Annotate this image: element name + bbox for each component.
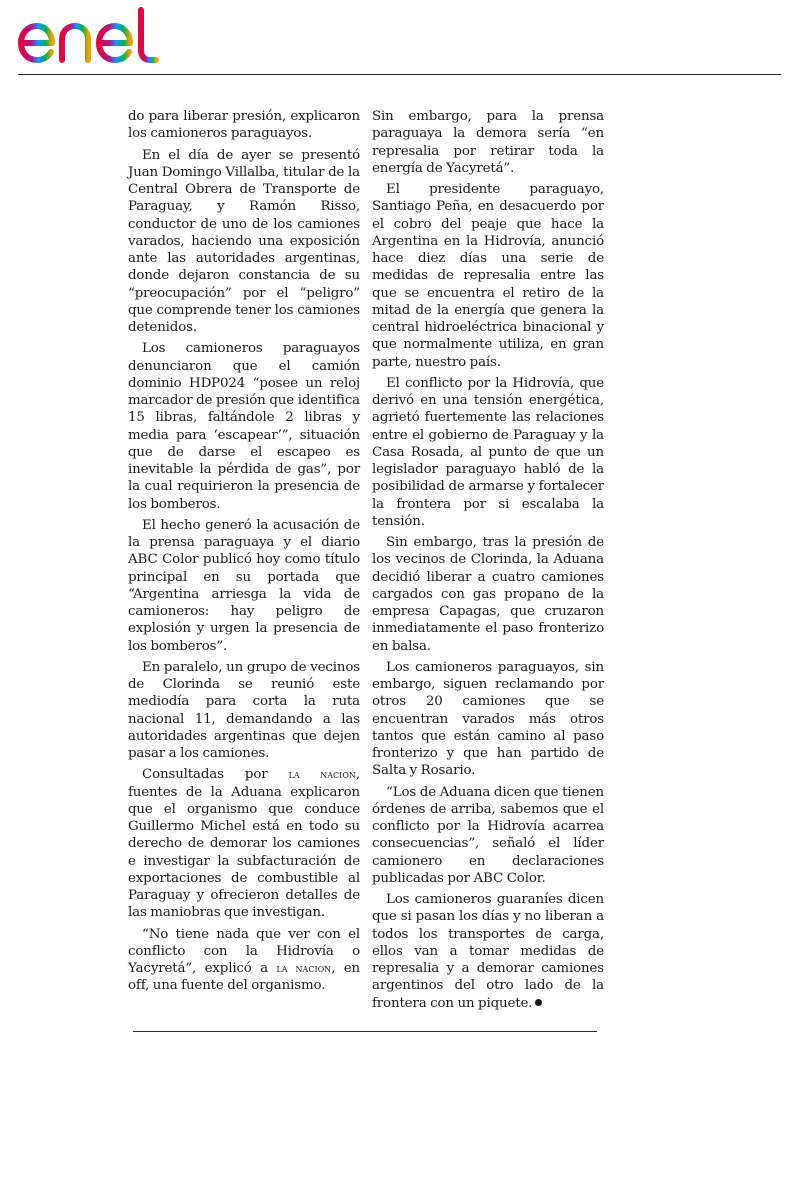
paragraph: En el día de ayer se presentó Juan Domingo Villalba, titular de la Central Obrera de Transporte de Paraguay, y Ramón Risso, conductor de uno de los camiones varados, haciendo una exposición ante las autoridades argentinas, donde dejaron constancia de su “preocupación” por el “peligro” que comprende tener los camiones detenidos. xyxy=(128,147,360,335)
paragraph: El conflicto por la Hidrovía, que derivó en una tensión energética, agrietó fuertemente las relaciones entre el gobierno de Paraguay y la Casa Rosada, al punto de que un legislador paraguayo habló de la posibilidad de armarse y fortalecer la frontera por si escalaba la tensión. xyxy=(372,375,604,529)
paragraph: En paralelo, un grupo de vecinos de Clorinda se reunió este mediodía para corta la ruta nacional 11, demandando a las autoridades argentinas que dejen pasar a los camiones. xyxy=(128,659,360,761)
text-run: Los camioneros guaraníes dicen que si pasan los días y no liberan a todos los transportes de carga, ellos van a tomar medidas de represalia y a demorar camiones argentinos del otro lado de la frontera con un piquete. xyxy=(372,892,604,1011)
article-column-right xyxy=(372,108,604,1012)
paragraph: Sin embargo, tras la presión de los vecinos de Clorinda, la Aduana decidió liberar a cuatro camiones cargados con gas propano de la empresa Capagas, que cruzaron inmediatamente el paso fronterizo en balsa. xyxy=(372,535,604,654)
publication-name: la nacion xyxy=(276,961,332,975)
paragraph: “Los de Aduana dicen que tienen órdenes de arriba, sabemos que el conflicto por la Hidrovía acarrea consecuencias”, señaló el líder camionero en declaraciones publicadas por ABC Color. xyxy=(372,784,604,886)
footer-divider xyxy=(133,1031,597,1032)
text-run: , en off, una fuente del organismo. xyxy=(128,961,360,994)
text-run: , fuentes de la Aduana explicaron que el organismo que conduce Guillermo Michel está en todo su derecho de demorar los camiones e investigar la subfacturación de exportaciones de combustible al Paraguay y ofrecieron detalles de las maniobras que investigan. xyxy=(128,767,360,921)
text-run: “No tiene nada que ver con el conflicto con la Hidrovía o Yacyretá”, explicó a xyxy=(128,926,360,976)
paragraph xyxy=(372,891,604,1012)
text-run: Consultadas por xyxy=(142,767,289,783)
page-header xyxy=(0,0,800,76)
paragraph xyxy=(128,766,360,921)
paragraph: El hecho generó la acusación de la prensa paraguaya y el diario ABC Color publicó hoy como título principal en su portada que “Argentina arriesga la vida de camioneros: hay peligro de explosión y urgen la presencia de los bomberos”. xyxy=(128,517,360,654)
article-column-left xyxy=(128,108,360,995)
paragraph: Sin embargo, para la prensa paraguaya la demora sería “en represalia por retirar toda la energía de Yacyretá”. xyxy=(372,109,604,176)
paragraph: El presidente paraguayo, Santiago Peña, en desacuerdo por el cobro del peaje que hace la Argentina en la Hidrovía, anunció hace diez días una serie de medidas de represalia entre las que se encuentra el retiro de la mitad de la energía que genera la central hidroeléctrica binacional y que normalmente utiliza, en gran parte, nuestro país. xyxy=(372,182,604,370)
end-of-article-icon xyxy=(535,999,542,1006)
paragraph: Los camioneros paraguayos denunciaron que el camión dominio HDP024 “posee un reloj marcador de presión que identifica 15 libras, faltándole 2 libras y media para ‘escapear’”, situación que de darse el escapeo es inevitable la pérdida de gas”, por la cual requirieron la presencia de los bomberos. xyxy=(128,341,360,512)
paragraph xyxy=(128,926,360,995)
header-divider xyxy=(18,74,781,75)
publication-name: la nacion xyxy=(288,767,356,782)
enel-logo xyxy=(16,4,186,68)
paragraph: do para liberar presión, explicaron los camioneros paraguayos. xyxy=(128,109,360,142)
paragraph: Los camioneros paraguayos, sin embargo, siguen reclamando por otros 20 camiones que se encuentran varados más otros tantos que están camino al paso fronterizo y que han partido de Salta y Rosario. xyxy=(372,659,604,779)
